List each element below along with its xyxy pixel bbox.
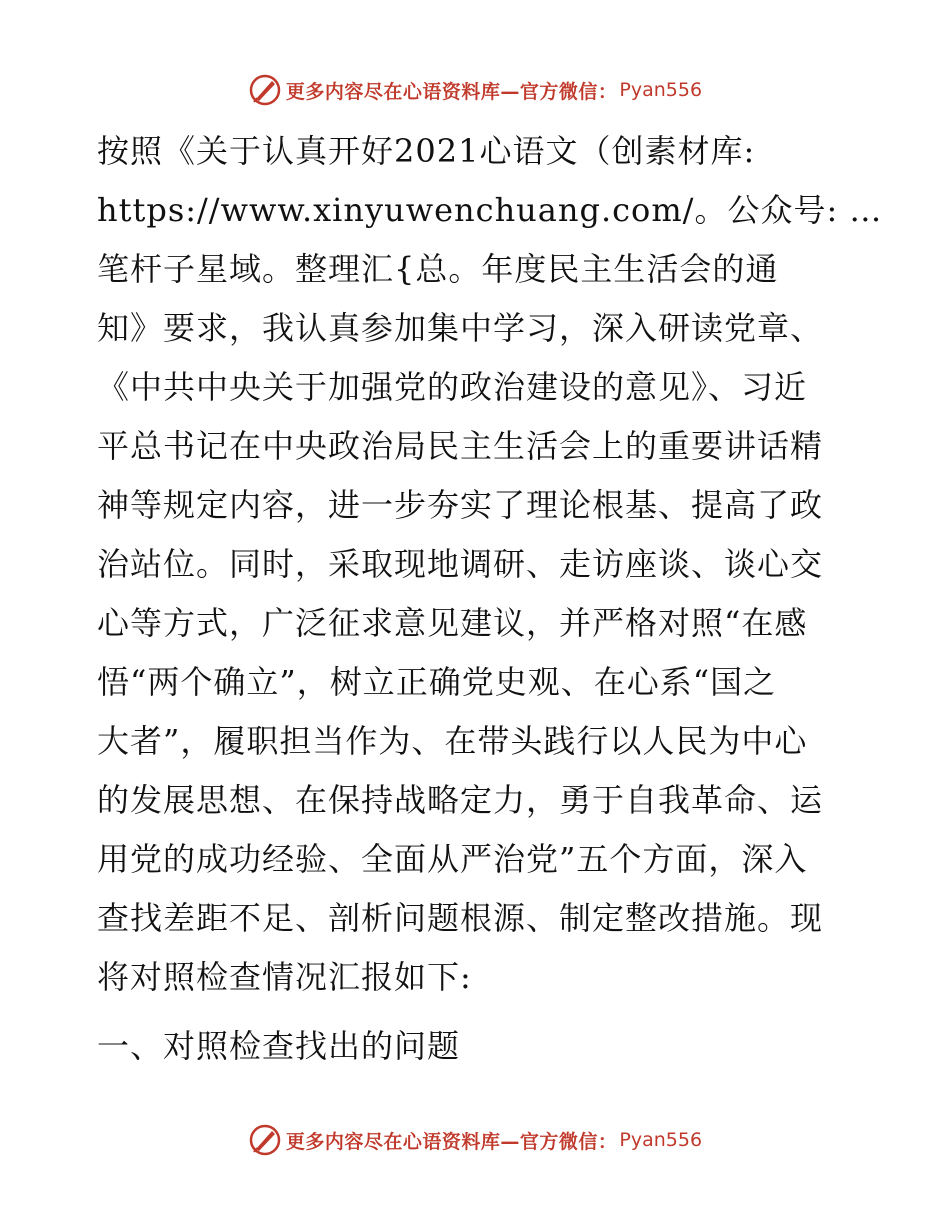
banner-text: 更多内容尽在心语资料库—官方微信： [285,80,618,103]
text-line: 心等方式，广泛征求意见建议，并严格对照“在感 [97,604,808,642]
text-line: 知》要求，我认真参加集中学习，深入研读党章、 [97,309,824,347]
text-line: 悟“两个确立”，树立正确党史观、在心系“国之 [97,663,777,701]
banner-wechat-id: Pyan556 [619,79,703,101]
text-line: 的发展思想、在保持战略定力，勇于自我革命、运 [97,781,824,819]
text-line: 用党的成功经验、全面从严治党”五个方面，深入 [97,840,808,878]
footer-watermark-banner [0,1120,950,1160]
text-line: 平总书记在中央政治局民主生活会上的重要讲话精 [97,427,824,465]
text-line: 治站位。同时，采取现地调研、走访座谈、谈心交 [97,545,824,583]
banner-wechat-id: Pyan556 [619,1129,703,1151]
text-line: 笔杆子星域。整理汇{总。年度民主生活会的通 [97,250,779,288]
feather-pen-logo-icon [248,1123,282,1157]
section-heading: 一、对照检查找出的问题 [97,1027,461,1065]
text-line: 按照《关于认真开好2021心语文（创素材库: [97,132,756,170]
text-line: https://www.xinyuwenchuang.com/。公众号: … [97,191,883,229]
text-line: 神等规定内容，进一步夯实了理论根基、提高了政 [97,486,824,524]
feather-pen-logo-icon [248,73,282,107]
text-line: 《中共中央关于加强党的政治建设的意见》、习近 [97,368,808,406]
text-line: 查找差距不足、剖析问题根源、制定整改措施。现 [97,899,824,937]
text-line: 大者”，履职担当作为、在带头践行以人民为中心 [97,722,808,760]
body-paragraph [97,122,883,1007]
header-watermark-banner [0,70,950,110]
text-line: 将对照检查情况汇报如下: [97,958,472,996]
document-body [97,122,883,1076]
banner-text: 更多内容尽在心语资料库—官方微信： [285,1130,618,1153]
